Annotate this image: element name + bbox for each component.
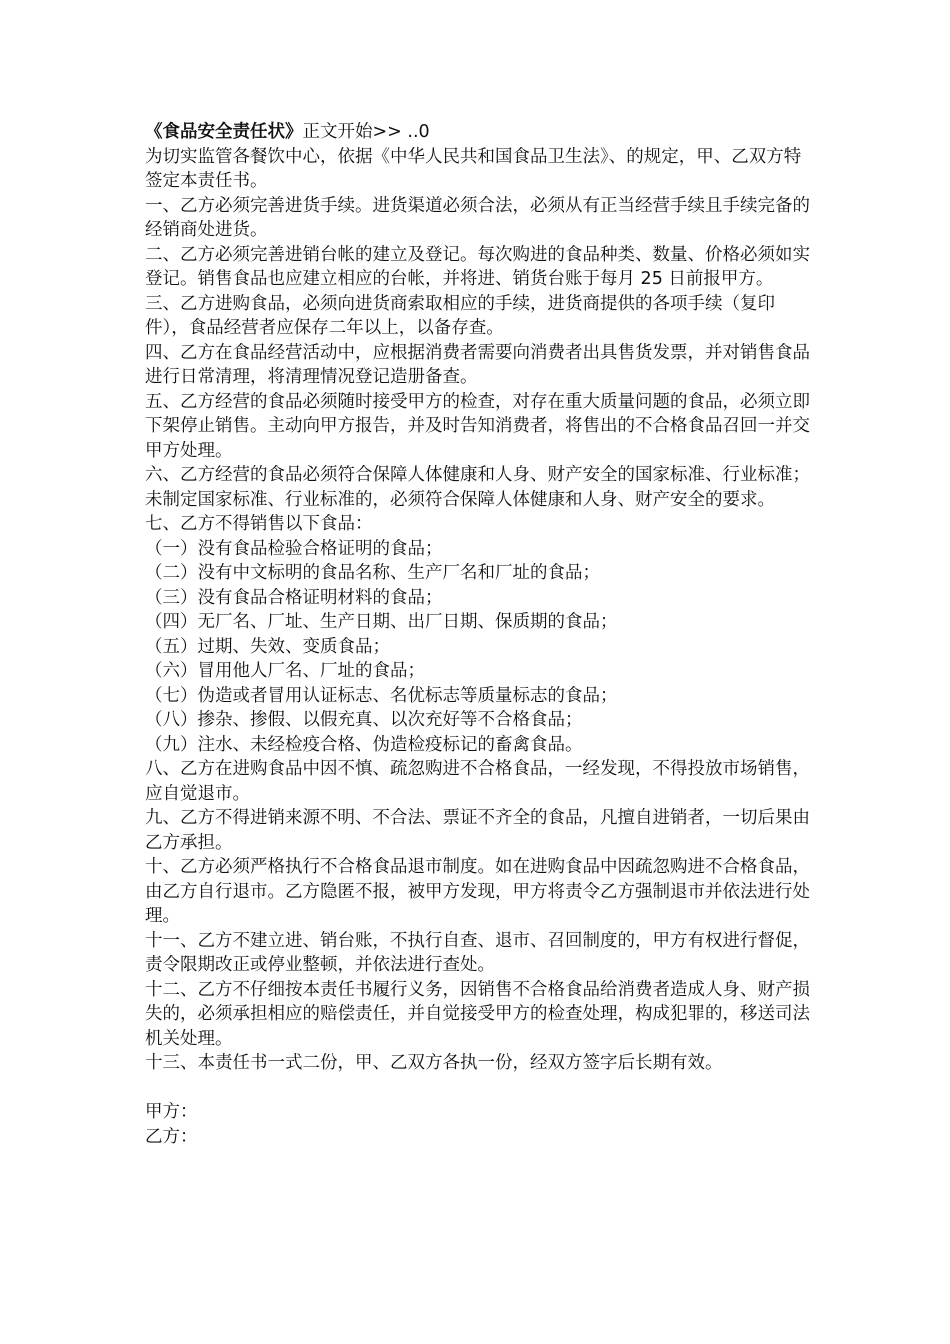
sub-item-5: （五）过期、失效、变质食品；: [145, 636, 390, 657]
party-b-signature-label: 乙方：: [145, 1126, 198, 1147]
intro-paragraph: 为切实监管各餐饮中心，依据《中华人民共和国食品卫生法》、的规定，甲、乙双方特签定本责任书。: [145, 146, 802, 191]
sub-item-4: （四）无厂名、厂址、生产日期、出厂日期、保质期的食品；: [145, 612, 618, 632]
clause-2: 二、乙方必须完善进销台帐的建立及登记。每次购进的食品种类、数量、价格必须如实登记。销售食品也应建立相应的台帐，并将进、销货台账于每月 25 日前报甲方。: [145, 244, 810, 289]
sub-item-8: （八）掺杂、掺假、以假充真、以次充好等不合格食品；: [145, 710, 583, 730]
clause-7: 七、乙方不得销售以下食品：: [145, 514, 373, 534]
party-a-signature-label: 甲方：: [145, 1102, 198, 1122]
blank-line: [145, 1076, 815, 1101]
sub-item-3: （三）没有食品合格证明材料的食品；: [145, 587, 443, 608]
clause-9: 九、乙方不得进销来源不明、不合法、票证不齐全的食品，凡擅自进销者，一切后果由乙方承担。: [145, 808, 810, 853]
clause-6: 六、乙方经营的食品必须符合保障人体健康和人身、财产安全的国家标准、行业标准；未制定国家标准、行业标准的，必须符合保障人体健康和人身、财产安全的要求。: [145, 465, 810, 510]
clause-8: 八、乙方在进购食品中因不慎、疏忽购进不合格食品，一经发现，不得投放市场销售，应自觉退市。: [145, 759, 810, 804]
document-title: [145, 120, 815, 145]
clause-5: 五、乙方经营的食品必须随时接受甲方的检查，对存在重大质量问题的食品，必须立即下架停止销售。主动向甲方报告，并及时告知消费者，将售出的不合格食品召回一并交甲方处理。: [145, 391, 810, 461]
clause-13: 十三、本责任书一式二份，甲、乙双方各执一份，经双方签字后长期有效。: [145, 1053, 723, 1073]
sub-item-2: （二）没有中文标明的食品名称、生产厂名和厂址的食品；: [145, 563, 600, 583]
clause-11: 十一、乙方不建立进、销台账，不执行自查、退市、召回制度的，甲方有权进行督促，责令限期改正或停业整顿，并依法进行查处。: [145, 930, 810, 975]
title-bold: 《食品安全责任状》: [145, 122, 303, 142]
sub-item-7: （七）伪造或者冒用认证标志、名优标志等质量标志的食品；: [145, 685, 618, 706]
document-body: [145, 120, 815, 1149]
sub-item-6: （六）冒用他人厂名、厂址的食品；: [145, 661, 425, 681]
sub-item-1: （一）没有食品检验合格证明的食品；: [145, 538, 443, 559]
clause-12: 十二、乙方不仔细按本责任书履行义务，因销售不合格食品给消费者造成人身、财产损失的，必须承担相应的赔偿责任，并自觉接受甲方的检查处理，构成犯罪的，移送司法机关处理。: [145, 979, 810, 1049]
title-suffix: 正文开始>> ..0: [302, 122, 430, 142]
clause-1: 一、乙方必须完善进货手续。进货渠道必须合法，必须从有正当经营手续且手续完备的经销商处进货。: [145, 195, 810, 240]
clause-10: 十、乙方必须严格执行不合格食品退市制度。如在进购食品中因疏忽购进不合格食品，由乙方自行退市。乙方隐匿不报，被甲方发现，甲方将责令乙方强制退市并依法进行处理。: [145, 857, 810, 926]
clause-4: 四、乙方在食品经营活动中，应根据消费者需要向消费者出具售货发票，并对销售食品进行日常清理，将清理情况登记造册备查。: [145, 342, 810, 387]
sub-item-9: （九）注水、未经检疫合格、伪造检疫标记的畜禽食品。: [145, 734, 583, 755]
clause-3: 三、乙方进购食品，必须向进货商索取相应的手续，进货商提供的各项手续（复印件），食品经营者应保存二年以上，以备存查。: [145, 293, 775, 338]
